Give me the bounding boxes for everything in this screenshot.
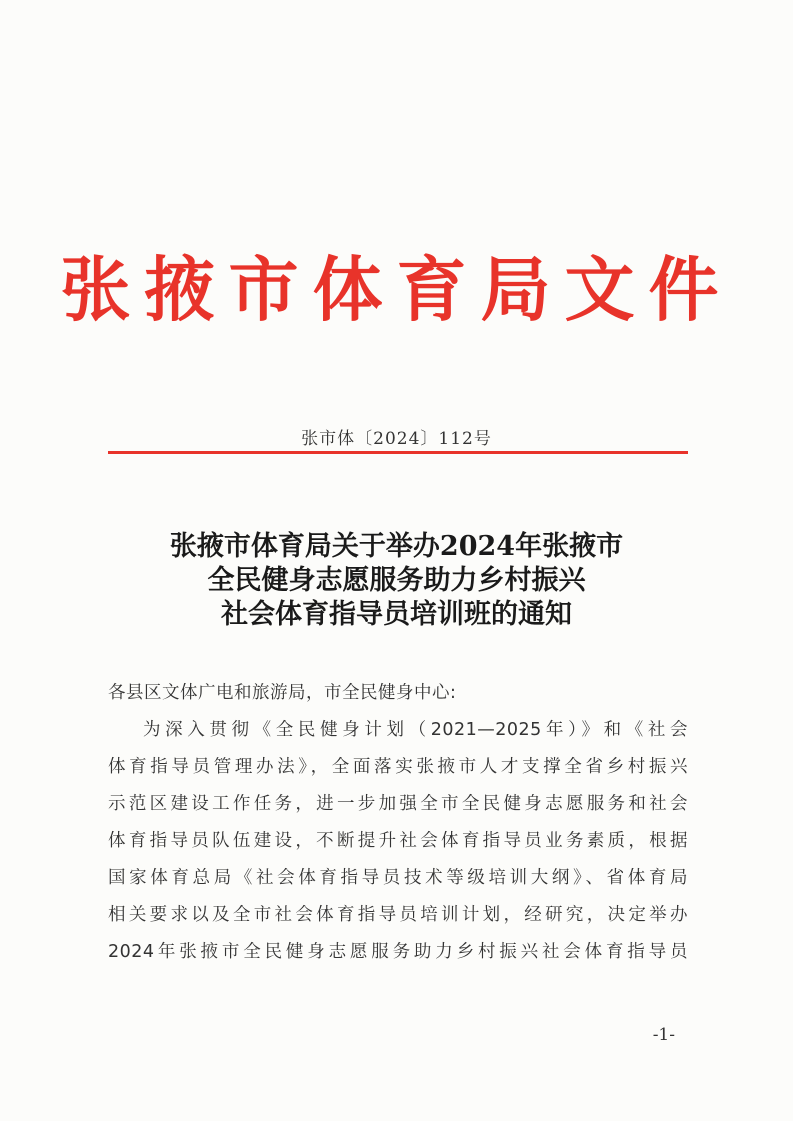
body-text: [108, 675, 688, 971]
body-line: 为深入贯彻《全民健身计划（2021—2025年）》和《社会: [143, 720, 688, 740]
letterhead-title: 张掖市体育局文件: [60, 248, 733, 331]
title-line-2: 全民健身志愿服务助力乡村振兴: [207, 565, 586, 596]
red-divider-line: [108, 451, 688, 454]
salutation: 各县区文体广电和旅游局，市全民健身中心:: [108, 683, 457, 703]
body-line: 2024年张掖市全民健身志愿服务助力乡村振兴社会体育指导员: [108, 942, 688, 962]
page-number: -1-: [652, 1025, 675, 1045]
notice-title: [0, 530, 793, 632]
title-line-3: 社会体育指导员培训班的通知: [221, 599, 572, 630]
body-line: 相关要求以及全市社会体育指导员培训计划，经研究，决定举办: [108, 905, 688, 925]
body-line: 体育指导员队伍建设，不断提升社会体育指导员业务素质，根据: [108, 831, 688, 851]
body-line: 国家体育总局《社会体育指导员技术等级培训大纲》、省体育局: [108, 868, 688, 888]
body-line: 示范区建设工作任务，进一步加强全市全民健身志愿服务和社会: [108, 794, 688, 814]
document-number: 张市体〔2024〕112号: [301, 429, 492, 449]
body-line: 体育指导员管理办法》，全面落实张掖市人才支撑全省乡村振兴: [108, 757, 688, 777]
title-line-1: 张掖市体育局关于举办2024年张掖市: [169, 531, 624, 562]
